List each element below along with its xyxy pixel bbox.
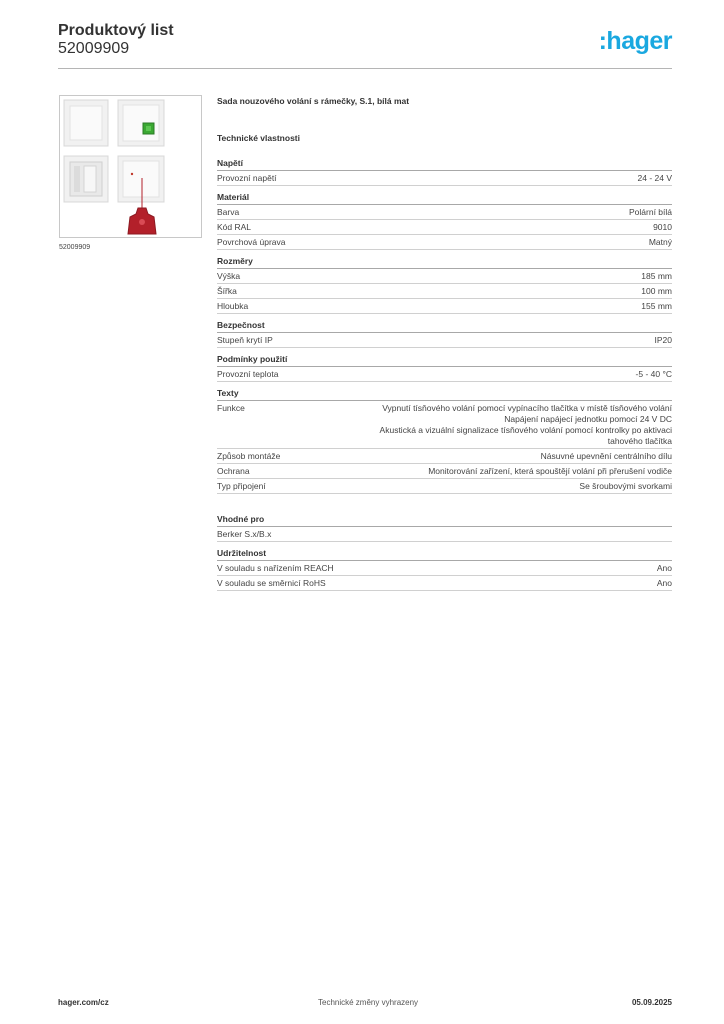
spec-label: V souladu s nařízením REACH bbox=[217, 563, 334, 573]
spec-section bbox=[217, 192, 672, 250]
spec-label: Provozní napětí bbox=[217, 173, 277, 183]
spec-value-line: -5 - 40 °C bbox=[635, 369, 672, 379]
spec-row bbox=[217, 171, 672, 186]
section-title: Materiál bbox=[217, 192, 672, 205]
spec-label: V souladu se směrnicí RoHS bbox=[217, 578, 326, 588]
spec-value-line: Násuvné upevnění centrálního dílu bbox=[540, 451, 672, 461]
spec-value bbox=[428, 466, 672, 477]
spec-row bbox=[217, 235, 672, 250]
spec-row bbox=[217, 333, 672, 348]
spec-row bbox=[217, 220, 672, 235]
spec-sections bbox=[217, 158, 672, 591]
section-title: Rozměry bbox=[217, 256, 672, 269]
spec-value-line: Ano bbox=[656, 578, 672, 588]
spec-row bbox=[217, 299, 672, 314]
spec-row bbox=[217, 269, 672, 284]
section-title: Udržitelnost bbox=[217, 548, 672, 561]
spec-label: Ochrana bbox=[217, 466, 250, 476]
spec-row bbox=[217, 527, 672, 542]
spec-row bbox=[217, 561, 672, 576]
spec-label: Hloubka bbox=[217, 301, 249, 311]
spec-value-line: Polární bílá bbox=[629, 207, 672, 217]
spec-value bbox=[657, 578, 672, 589]
spec-value-line: Ano bbox=[656, 563, 672, 573]
spec-section bbox=[217, 320, 672, 348]
spec-section bbox=[217, 548, 672, 591]
spec-value bbox=[638, 173, 673, 184]
spec-value bbox=[380, 403, 672, 447]
footer-date: 05.09.2025 bbox=[631, 998, 672, 1007]
spec-row bbox=[217, 284, 672, 299]
spec-value bbox=[629, 207, 672, 218]
section-title: Bezpečnost bbox=[217, 320, 672, 333]
spec-row bbox=[217, 401, 672, 449]
spec-label: Stupeň krytí IP bbox=[217, 335, 273, 345]
header-divider bbox=[58, 68, 672, 69]
section-title: Napětí bbox=[217, 158, 672, 171]
spec-label: Šířka bbox=[217, 286, 237, 296]
spec-value-line: 24 - 24 V bbox=[637, 173, 672, 183]
spec-section bbox=[217, 354, 672, 382]
page-title: Produktový list bbox=[58, 22, 174, 39]
spec-value bbox=[541, 451, 672, 462]
spec-value bbox=[657, 563, 672, 574]
section-title: Texty bbox=[217, 388, 672, 401]
spec-row bbox=[217, 479, 672, 494]
spec-section bbox=[217, 514, 672, 542]
spec-label: Funkce bbox=[217, 403, 245, 413]
hager-logo[interactable]: :hager bbox=[598, 27, 672, 55]
spec-label: Provozní teplota bbox=[217, 369, 279, 379]
spec-row bbox=[217, 449, 672, 464]
spec-label: Typ připojení bbox=[217, 481, 266, 491]
spec-value bbox=[579, 481, 672, 492]
footer-website-link[interactable]: hager.com/cz bbox=[58, 998, 109, 1007]
spec-section bbox=[217, 256, 672, 314]
spec-label: Povrchová úprava bbox=[217, 237, 286, 247]
product-name: Sada nouzového volání s rámečky, S.1, bílá mat bbox=[217, 96, 410, 106]
spec-row bbox=[217, 367, 672, 382]
spec-section bbox=[217, 388, 672, 494]
spec-label: Berker S.x/B.x bbox=[217, 529, 272, 539]
spec-row bbox=[217, 205, 672, 220]
spec-label: Výška bbox=[217, 271, 241, 281]
spec-row bbox=[217, 464, 672, 479]
spec-value bbox=[655, 335, 673, 346]
spec-content bbox=[217, 96, 672, 597]
spec-value bbox=[649, 237, 672, 248]
spec-value-line: Matný bbox=[648, 237, 672, 247]
footer-disclaimer: Technické změny vyhrazeny bbox=[318, 998, 419, 1007]
spec-value-line: Akustická a vizuální signalizace tísňového volání pomocí kontrolky po aktivaci bbox=[379, 425, 672, 435]
section-title: Vhodné pro bbox=[217, 514, 672, 527]
spec-label: Barva bbox=[217, 207, 240, 217]
spec-value bbox=[653, 222, 672, 233]
spec-value-line: Vypnutí tísňového volání pomocí vypínacího tlačítka v místě tísňového volání bbox=[382, 403, 672, 413]
spec-label: Způsob montáže bbox=[217, 451, 281, 461]
product-image bbox=[59, 95, 202, 238]
tech-heading: Technické vlastnosti bbox=[217, 133, 300, 143]
spec-value-line: Napájení napájecí jednotku pomocí 24 V DC bbox=[504, 414, 672, 424]
spec-value-line: 185 mm bbox=[641, 271, 672, 281]
spec-value-line: 100 mm bbox=[641, 286, 672, 296]
spec-value-line: Monitorování zařízení, která spouštějí volání při přerušení vodiče bbox=[428, 466, 672, 476]
product-illustration bbox=[60, 96, 201, 237]
spec-value-line: Se šroubovými svorkami bbox=[579, 481, 672, 491]
spec-value bbox=[641, 301, 672, 312]
spec-section bbox=[217, 158, 672, 186]
section-gap bbox=[217, 500, 672, 514]
spec-row bbox=[217, 576, 672, 591]
spec-value-line: 155 mm bbox=[641, 301, 672, 311]
spec-value-line: 9010 bbox=[653, 222, 672, 232]
section-title: Podmínky použití bbox=[217, 354, 672, 367]
spec-value-line: tahového tlačítka bbox=[607, 436, 672, 446]
spec-label: Kód RAL bbox=[217, 222, 252, 232]
product-code: 52009909 bbox=[58, 40, 130, 57]
spec-value bbox=[636, 369, 672, 380]
spec-value bbox=[641, 271, 672, 282]
image-caption: 52009909 bbox=[59, 244, 91, 251]
spec-value bbox=[641, 286, 672, 297]
spec-value-line: IP20 bbox=[654, 335, 672, 345]
